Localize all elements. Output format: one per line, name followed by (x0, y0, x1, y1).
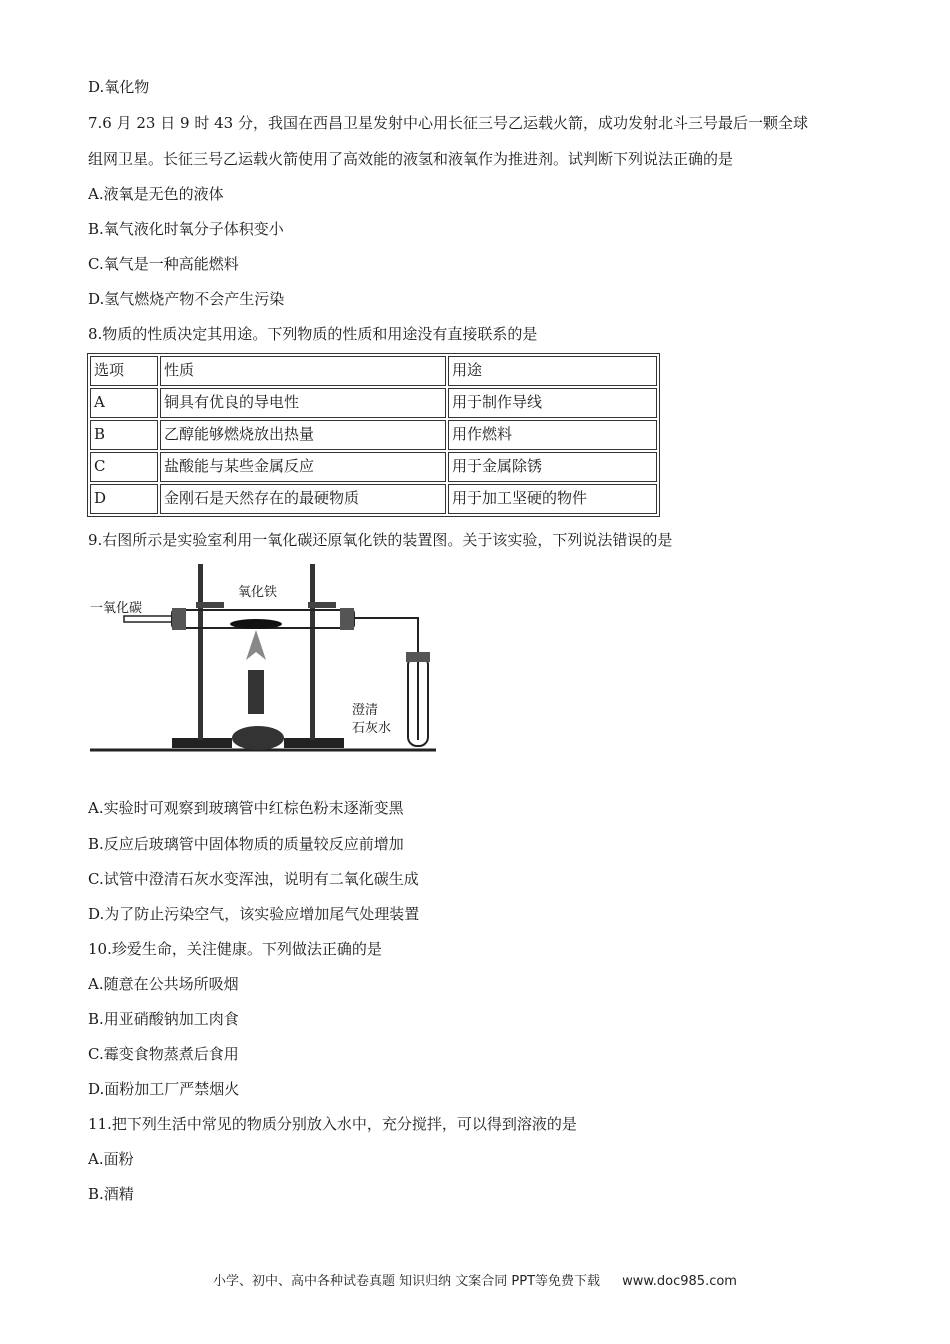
q11-option-b: B.酒精 (88, 1185, 134, 1203)
table-cell: D (90, 484, 158, 514)
footer-text: 小学、初中、高中各种试卷真题 知识归纳 文案合同 PPT等免费下载 (213, 1274, 601, 1289)
q10-option-d: D.面粉加工厂严禁烟火 (88, 1080, 240, 1098)
table-row (90, 484, 657, 514)
co-reduction-apparatus-figure (88, 560, 438, 764)
table-row (90, 452, 657, 482)
q7-option-c: C.氧气是一种高能燃料 (88, 255, 239, 273)
flame (246, 630, 266, 660)
q9-stem: 9.右图所示是实验室利用一氧化碳还原氧化铁的装置图。关于该实验，下列说法错误的是 (88, 531, 673, 549)
q7-stem-line-1: 7.6 月 23 日 9 时 43 分，我国在西昌卫星发射中心用长征三号乙运载火箭，成功发射北斗三号最后一颗全球 (88, 114, 808, 132)
q10-option-a: A.随意在公共场所吸烟 (88, 975, 239, 993)
q7-option-d: D.氢气燃烧产物不会产生污染 (88, 290, 285, 308)
table-cell: 铜具有优良的导电性 (160, 388, 446, 418)
table-header-cell: 选项 (90, 356, 158, 386)
q9-option-d: D.为了防止污染空气，该实验应增加尾气处理装置 (88, 905, 420, 923)
q11-stem: 11.把下列生活中常见的物质分别放入水中，充分搅拌，可以得到溶液的是 (88, 1115, 577, 1133)
table-cell: 用于加工坚硬的物件 (448, 484, 657, 514)
table-row (90, 420, 657, 450)
table-cell: 乙醇能够燃烧放出热量 (160, 420, 446, 450)
table-header-cell: 用途 (448, 356, 657, 386)
stopper-right (340, 608, 354, 630)
iron-stand-right (284, 564, 344, 748)
q9-option-b: B.反应后玻璃管中固体物质的质量较反应前增加 (88, 835, 404, 853)
q7-option-a: A.液氧是无色的液体 (88, 185, 224, 203)
label-limewater-2: 石灰水 (352, 721, 392, 736)
q6-option-d: D.氧化物 (88, 78, 150, 96)
table-cell: C (90, 452, 158, 482)
table-cell: A (90, 388, 158, 418)
table-cell: 用作燃料 (448, 420, 657, 450)
iron-stand-left (172, 564, 232, 748)
label-iron-oxide: 氧化铁 (238, 585, 278, 600)
q7-option-b: B.氧气液化时氧分子体积变小 (88, 220, 284, 238)
table-cell: B (90, 420, 158, 450)
stopper-left (172, 608, 186, 630)
table-header-cell: 性质 (160, 356, 446, 386)
q8-stem: 8.物质的性质决定其用途。下列物质的性质和用途没有直接联系的是 (88, 325, 538, 343)
label-carbon-monoxide: 一氧化碳 (90, 601, 143, 616)
test-tube-stopper (406, 652, 430, 662)
table-cell: 金刚石是天然存在的最硬物质 (160, 484, 446, 514)
table-cell: 盐酸能与某些金属反应 (160, 452, 446, 482)
page-footer (0, 1270, 950, 1289)
q10-option-c: C.霉变食物蒸煮后食用 (88, 1045, 239, 1063)
table-header-row (90, 356, 657, 386)
q9-option-a: A.实验时可观察到玻璃管中红棕色粉末逐渐变黑 (88, 799, 404, 817)
q10-stem: 10.珍爱生命，关注健康。下列做法正确的是 (88, 940, 382, 958)
q7-stem-line-2: 组网卫星。长征三号乙运载火箭使用了高效能的液氢和液氧作为推进剂。试判断下列说法正确的是 (88, 150, 734, 168)
q10-option-b: B.用亚硝酸钠加工肉食 (88, 1010, 239, 1028)
table-row (90, 388, 657, 418)
burner-chimney (248, 670, 264, 714)
iron-oxide-powder (230, 619, 282, 629)
q9-option-c: C.试管中澄清石灰水变浑浊，说明有二氧化碳生成 (88, 870, 419, 888)
label-limewater-1: 澄清 (352, 703, 379, 718)
q11-option-a: A.面粉 (88, 1150, 134, 1168)
q8-table (87, 353, 660, 517)
alcohol-burner (232, 726, 284, 750)
table-cell: 用于制作导线 (448, 388, 657, 418)
co-inlet-tube (124, 616, 176, 622)
table-cell: 用于金属除锈 (448, 452, 657, 482)
footer-url[interactable]: www.doc985.com (622, 1274, 737, 1289)
